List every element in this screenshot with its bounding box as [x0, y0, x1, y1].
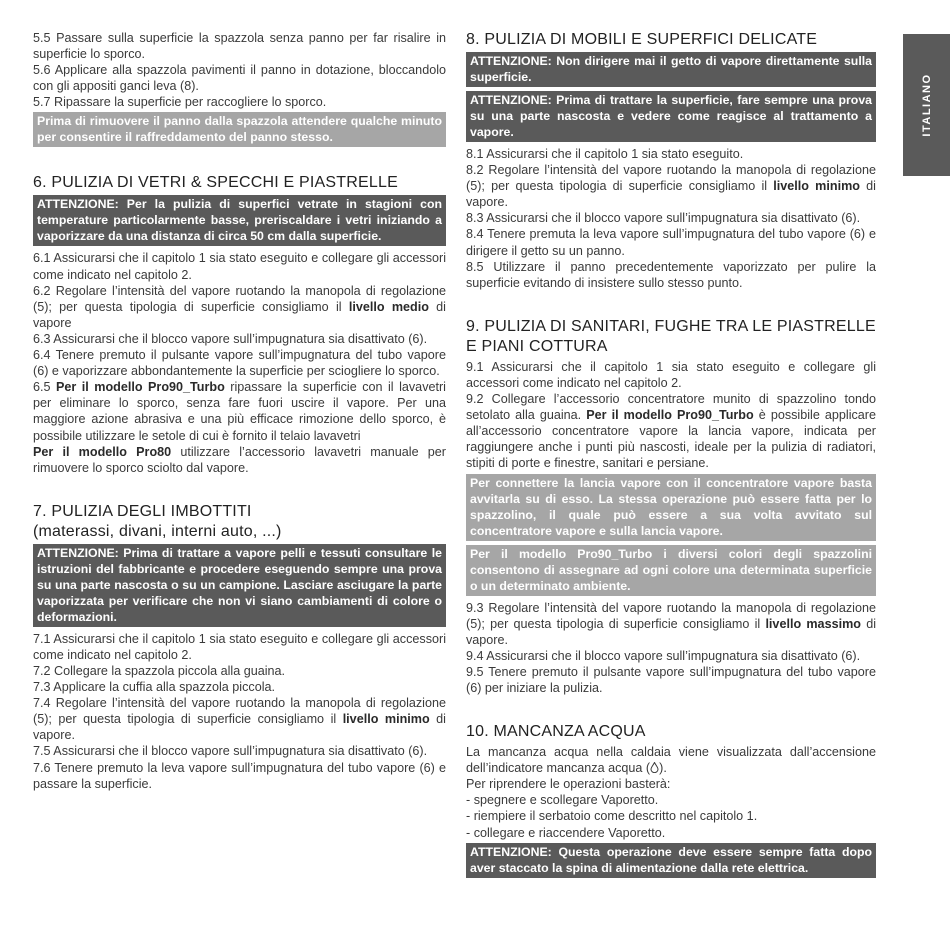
step-8-1: 8.1 Assicurarsi che il capitolo 1 sia stato eseguito.: [466, 147, 744, 161]
section-7-subtitle: (materassi, divani, interni auto, ...): [33, 522, 282, 540]
warning-box-6: ATTENZIONE: Per la pulizia di superfici vetrate in stagioni con temperature particolarmente basse, preriscaldare i vetri iniziando a vaporizzare da una distanza di circa 50 cm dalla superficie.: [33, 195, 446, 246]
warning-box-10: ATTENZIONE: Questa operazione deve essere sempre fatta dopo aver staccato la spina di alimentazione dalla rete elettrica.: [466, 843, 876, 878]
step-8-5: 8.5 Utilizzare il panno precedentemente vaporizzato per pulire la superficie evitando di insistere sullo stesso punto.: [466, 259, 876, 290]
section-8-title: 8. PULIZIA DI MOBILI E SUPERFICI DELICATE: [466, 31, 818, 48]
step-9-4: 9.4 Assicurarsi che il blocco vapore sull’impugnatura sia disattivato (6).: [466, 648, 861, 663]
step-9-1: 9.1 Assicurarsi che il capitolo 1 sia stato eseguito e collegare gli accessori come indicato nel capitolo 2.: [466, 359, 876, 390]
warning-box-7: ATTENZIONE: Prima di trattare a vapore pelli e tessuti consultare le istruzioni del fabbricante e procedere eseguendo sempre una prova su una parte nascosta o su un campione. Lasciare asciugare la parte vaporizzata per verificare che non vi siano cambiamenti di colore o deformazioni.: [33, 544, 446, 627]
step-6-pro80: Per il modello Pro80 utilizzare l’accessorio lavavetri manuale per rimuovere lo sporco sciolto dal vapore.: [33, 444, 446, 475]
list-item: - riempiere il serbatoio come descritto nel capitolo 1.: [466, 809, 758, 824]
step-9-3: 9.3 Regolare l’intensità del vapore ruotando la manopola di regolazione (5); per questa tipologia di superficie consigliamo il livello massimo di vapore.: [466, 600, 876, 647]
step-7-5: 7.5 Assicurarsi che il blocco vapore sull’impugnatura sia disattivato (6).: [33, 744, 428, 759]
step-8-2: 8.2 Regolare l’intensità del vapore ruotando la manopola di regolazione (5); per questa tipologia di superficie consigliamo il livello minimo di vapore.: [466, 163, 876, 210]
warning-box-8b: ATTENZIONE: Prima di trattare la superficie, fare sempre una prova su una parte nascosta e vedere come reagisce al trattamento a vapore.: [466, 91, 876, 142]
step-5-7: 5.7 Ripassare la superficie per raccogliere lo sporco.: [33, 95, 327, 110]
step-7-6: 7.6 Tenere premuto la leva vapore sull’impugnatura del tubo vapore (6) e passare la superficie.: [33, 760, 446, 791]
step-6-4: 6.4 Tenere premuto il pulsante vapore sull’impugnatura del tubo vapore (6) e vaporizzare abbondantemente la superficie per sciogliere lo sporco.: [33, 348, 446, 379]
step-5-6: 5.6 Applicare alla spazzola pavimenti il panno in dotazione, bloccandolo con gli appositi ganci leva (8).: [33, 63, 446, 94]
left-column: [33, 30, 446, 792]
step-5-5: 5.5 Passare sulla superficie la spazzola senza panno per far risalire in superficie lo sporco.: [33, 31, 446, 62]
step-10-intro: La mancanza acqua nella caldaia viene visualizzata dall’accensione dell’indicatore mancanza acqua ( ).: [466, 745, 876, 776]
step-6-3: 6.3 Assicurarsi che il blocco vapore sull’impugnatura sia disattivato (6).: [33, 331, 428, 346]
step-6-1: 6.1 Assicurarsi che il capitolo 1 sia stato eseguito e collegare gli accessori come indicato nel capitolo 2.: [33, 251, 446, 282]
section-7-title: 7. PULIZIA DEGLI IMBOTTITI: [33, 502, 252, 520]
section-10-title: 10. MANCANZA ACQUA: [466, 723, 646, 741]
language-tab: [903, 34, 950, 176]
note-box-9b: Per il modello Pro90_Turbo i diversi colori degli spazzolini consentono di assegnare ad ogni colore una determinata superficie o un determinato ambiente.: [466, 545, 876, 596]
step-8-4: 8.4 Tenere premuta la leva vapore sull’impugnatura del tubo vapore (6) e dirigere il getto su un panno.: [466, 227, 876, 258]
warning-box-8a: ATTENZIONE: Non dirigere mai il getto di vapore direttamente sulla superficie.: [466, 52, 876, 87]
step-7-2: 7.2 Collegare la spazzola piccola alla guaina.: [33, 663, 286, 678]
right-column: [466, 30, 876, 882]
list-item: - spegnere e scollegare Vaporetto.: [466, 793, 659, 808]
step-6-2: 6.2 Regolare l’intensità del vapore ruotando la manopola di regolazione (5); per questa tipologia di superficie consigliamo il livello medio di vapore: [33, 283, 446, 330]
step-10-resume: Per riprendere le operazioni basterà:: [466, 777, 671, 792]
section-6-title: 6. PULIZIA DI VETRI & SPECCHI E PIASTRELLE: [33, 174, 398, 192]
language-label: ITALIANO: [920, 73, 933, 137]
step-9-2: 9.2 Collegare l’accessorio concentratore munito di spazzolino tondo setolato alla guaina. Per il modello Pro90_Turbo è possibile applicare all’accessorio concentratore vapore la lancia vapore, indicata per raggiungere anche i punti più nascosti, ideale per la pulizia di radiatori, stipiti di porte e finestre, sanitari e persiane.: [466, 392, 876, 471]
step-7-1: 7.1 Assicurarsi che il capitolo 1 sia stato eseguito e collegare gli accessori come indicato nel capitolo 2.: [33, 631, 446, 662]
step-6-5: 6.5 Per il modello Pro90_Turbo ripassare la superficie con il lavavetri per eliminare lo sporco, senza fare fuori uscire il vapore. Per una maggiore azione abrasiva e una più efficace rimozione dello sporco, è possibile utilizzare le setole di cui è fornito il telaio lavavetri: [33, 380, 446, 443]
note-box-9a: Per connettere la lancia vapore con il concentratore vapore basta avvitarla su di esso. La stessa operazione può essere fatta per lo spazzolino, il quale può essere a sua volta avvitato sul concentratore vapore e sulla lancia vapore.: [466, 474, 876, 541]
step-7-4: 7.4 Regolare l’intensità del vapore ruotando la manopola di regolazione (5); per questa tipologia di superficie consigliamo il livello minimo di vapore.: [33, 696, 446, 743]
list-item: - collegare e riaccendere Vaporetto.: [466, 825, 666, 840]
water-drop-icon: [650, 761, 659, 772]
note-box-5: Prima di rimuovere il panno dalla spazzola attendere qualche minuto per consentire il raffreddamento del panno stesso.: [33, 112, 446, 147]
step-9-5: 9.5 Tenere premuto il pulsante vapore sull’impugnatura del tubo vapore (6) per iniziare la pulizia.: [466, 664, 876, 695]
section-9-title: 9. PULIZIA DI SANITARI, FUGHE TRA LE PIASTRELLE E PIANI COTTURA: [466, 317, 876, 355]
step-7-3: 7.3 Applicare la cuffia alla spazzola piccola.: [33, 680, 275, 695]
step-8-3: 8.3 Assicurarsi che il blocco vapore sull’impugnatura sia disattivato (6).: [466, 211, 861, 226]
